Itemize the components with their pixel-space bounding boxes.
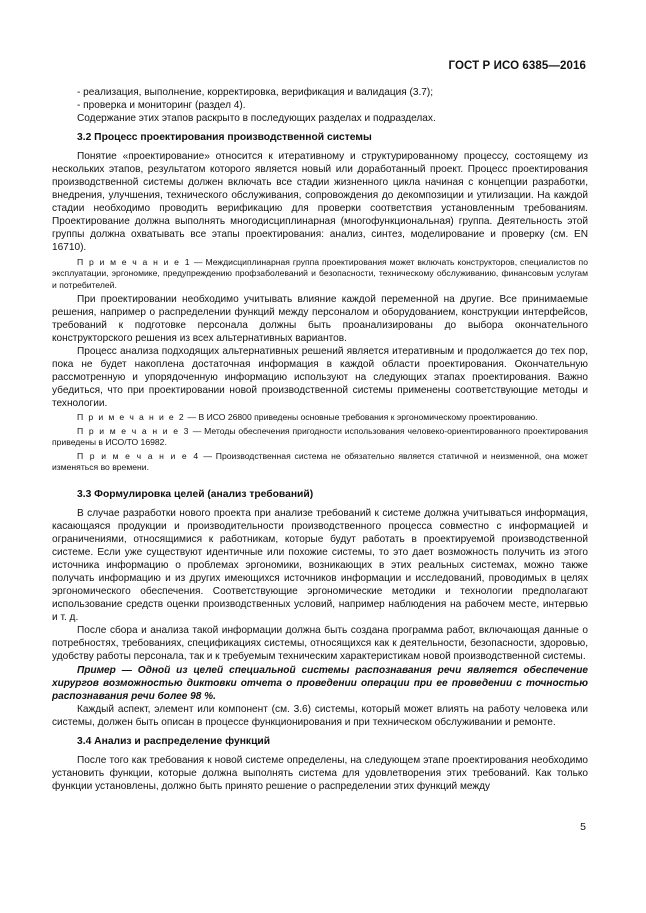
paragraph: Каждый аспект, элемент или компонент (см. 3.6) системы, который может влиять на работу человека или системы, должен быть описан в процессе функционирования и при техническом обслуживании и ремонте. — [52, 703, 588, 728]
paragraph: При проектировании необходимо учитывать влияние каждой переменной на другие. Все принимаемые решения, например о распределении функций между персоналом и оборудованием, конструкции интерфейсов, требований к подготовке персонала должны быть проанализированы до выбора окончательного конструкторского решения из всех альтернативных вариантов. — [52, 294, 588, 345]
section-heading-3-3: 3.3 Формулировка целей (анализ требований) — [77, 488, 314, 500]
page-number: 5 — [580, 821, 586, 833]
note-text: — Производственная система не обязательно является статичной и неизменной, она может изменяться во времени. — [52, 450, 588, 473]
note-text: — Методы обеспечения пригодности использования человеко-ориентированного проектирования приведены в ИСО/ТО 16982. — [52, 425, 588, 448]
paragraph: В случае разработки нового проекта при анализе требований к системе должна учитываться информация, касающаяся продукции и производительности производственного процесса совместно с информацией и ограничениями, относящимися к работникам, которые будут работать в проектируемой производственной системе. Если уже существуют идентичные или похожие системы, то это дает возможность получить из этого источника информацию о проблемах эргономики, возникающих в этих реальных системах, можно также получать информацию и из других имеющихся источников информации и исследований, проводимых в целях эргономического обеспечения. Соответствующие эргономические методики и технологии предполагают использование средств оценки производственных условий, например наблюдения на рабочем месте, интервью и т. д. — [52, 507, 588, 624]
section-heading-3-2: 3.2 Процесс проектирования производственной системы — [77, 132, 372, 144]
paragraph: Содержание этих этапов раскрыто в последующих разделах и подразделах. — [77, 113, 436, 125]
example-paragraph: Пример — Одной из целей специальной системы распознавания речи является обеспечение хирургов возможностью диктовки отчета о проведении операции при ее проведении с точностью распознавания речи более 98 %. — [52, 664, 588, 702]
note-text: — Междисциплинарная группа проектирования может включать конструкторов, специалистов по эксплуатации, эргономике, предупреждению профзаболеваний и безопасности, техническому обслуживанию, финансовым услугам и потребителей. — [52, 256, 588, 290]
note-text: — В ИСО 26800 приведены основные требования к эргономическому проектированию. — [185, 412, 538, 423]
note-label: П р и м е ч а н и е 2 — [77, 412, 186, 423]
paragraph: Процесс анализа подходящих альтернативных решений является итеративным и продолжается до тех пор, пока не будет накоплена достаточная информация в каждой области проектирования. Окончательную рассмотренную и упорядоченную информацию используют на следующих этапах проектирования. Важно убедиться, что при проектировании новой производственной системы применены соответствующие методы и технологии. — [52, 346, 588, 410]
paragraph: Понятие «проектирование» относится к итеративному и структурированному процессу, состоящему из нескольких этапов, результатом которого является новый или доработанный проект. Процесс проектирования производственной системы должен включать все стадии жизненного цикла начиная с концепции разработки, внедрения, улучшения, технического обслуживания, сопровождения до декомпозиции и утилизации. На каждой стадии необходимо проводить верификацию для проверки соответствия установленным требованиям. Проектирование должна выполнять многодисциплинарная (многофункциональная) группа. Деятельность этой группы должна охватывать все этапы проектирования: анализ, синтез, моделирование и проверку (см. EN 16710). — [52, 151, 588, 254]
note-label: П р и м е ч а н и е 1 — [77, 256, 191, 267]
note-2 — [52, 412, 588, 424]
note-label: П р и м е ч а н и е 3 — [77, 425, 190, 436]
document-standard-id: ГОСТ Р ИСО 6385—2016 — [448, 60, 586, 72]
note-1 — [52, 257, 588, 292]
paragraph: После того как требования к новой системе определены, на следующем этапе проектирования необходимо установить функции, которые должна выполнять система для удовлетворения этих требований. Как только функции установлены, должно быть принято решение о распределении этих функций между — [52, 754, 588, 792]
note-4 — [52, 451, 588, 474]
document-body — [52, 86, 588, 793]
list-item: - реализация, выполнение, корректировка, верификация и валидация (3.7); — [77, 87, 434, 98]
paragraph: После сбора и анализа такой информации должна быть создана программа работ, включающая данные о потребностях, требованиях, спецификациях системы, относящихся как к деятельности, безопасности, здоровью, удобству работы персонала, так и к требуемым техническим характеристикам новой производственной системы. — [52, 625, 588, 663]
list-item: - проверка и мониторинг (раздел 4). — [77, 100, 246, 112]
section-heading-3-4: 3.4 Анализ и распределение функций — [77, 735, 271, 747]
note-label: П р и м е ч а н и е 4 — [77, 450, 200, 461]
note-3 — [52, 426, 588, 449]
